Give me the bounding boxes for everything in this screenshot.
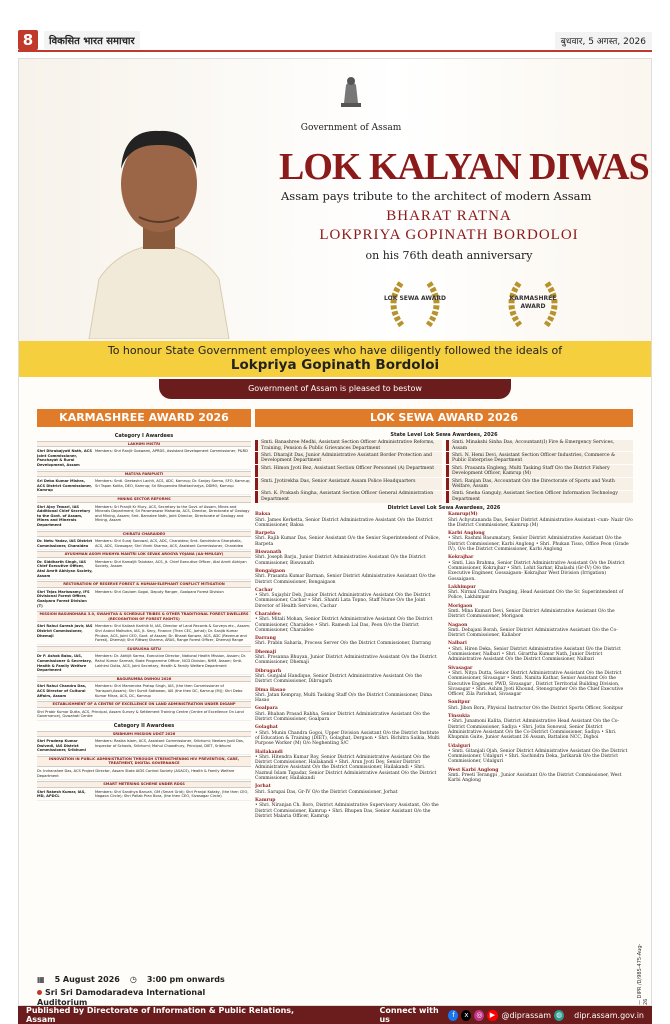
district-group xyxy=(255,725,440,746)
district-awardee: Shri. Joseph Barju, Junior District Administrative Assistant O/o the District Commissioner, Biswanath xyxy=(255,555,426,566)
district-name: Lakhimpur xyxy=(448,584,476,590)
publisher: Published by Directorate of Information & Public Relations, Assam xyxy=(26,1006,295,1024)
globe-icon: ◍ xyxy=(556,1010,563,1019)
district-name: Morigaon xyxy=(448,603,473,609)
awardee-row xyxy=(37,504,251,530)
district-name: Nalbari xyxy=(448,641,467,647)
category-heading: Category I Awardees xyxy=(114,433,174,439)
team-leader: Dr. Siddharth Singh, IAS Chief Executive Officer, Atal Amrit Abhiyan Society, Assam xyxy=(37,559,93,578)
awardee-row xyxy=(37,623,251,644)
district-name: Charaideo xyxy=(255,612,281,617)
district-awardee: Shri. Rajib Kumar Das, Senior Assistant O/o the Senior Superintendent of Police, Barpeta xyxy=(255,536,440,547)
state-level-heading: State Level Lok Sewa Awardees, 2026 xyxy=(390,432,498,438)
award-section-title: SMART METERING SCHEME UNDER RDSS xyxy=(37,781,251,788)
team-leader: Sri Debo Kumar Mishra, ACS District Commissioner, Kamrup xyxy=(37,479,92,493)
loksewa-list xyxy=(255,431,633,1003)
district-group xyxy=(448,585,633,601)
award-section-title: CHIRATU CHARAIDEO xyxy=(37,531,251,538)
district-awardees xyxy=(255,512,633,822)
team-members: Members: Shri Gautam Gogoi, Deputy Ranger, Goalpara Forest Division xyxy=(95,589,224,594)
district-name: Bongaigaon xyxy=(255,568,286,574)
event-date: 5 August 2026 xyxy=(54,975,120,984)
emblem-icon xyxy=(338,73,364,113)
district-group xyxy=(448,604,633,620)
facebook-icon[interactable]: f xyxy=(448,1010,458,1021)
district-group xyxy=(255,688,440,704)
awardee-row xyxy=(37,538,251,550)
category-two-list xyxy=(37,731,251,802)
state-awardee: Shri. Ranjan Das, Accountant O/o the Directorate of Sports and Youth Welfare, Assam xyxy=(446,478,633,490)
district-group xyxy=(255,512,440,528)
state-awardee: Smti. Banashree Medhi, Assistant Section Officer Administrative Reforms, Training, Pension & Public Grievances Department xyxy=(255,440,442,452)
state-awardee: Smti. Minakshi Sinha Das, Accountant(I) Fire & Emergency Services, Assam xyxy=(446,440,633,452)
district-level-heading: District Level Lok Sewa Awardees, 2026 xyxy=(387,504,501,511)
laurel-icon xyxy=(381,275,449,335)
district-group xyxy=(255,706,440,722)
district-group xyxy=(448,531,633,552)
district-awardee: Shri. Prabin Saharia, Process Server O/o the District Commissioner, Darrang xyxy=(255,641,431,647)
district-group xyxy=(448,623,633,639)
district-name: Biswanath xyxy=(255,550,282,556)
district-awardee: Shri. Jatan Kempray, Multi Tasking Staff O/o the District Commissioner, Dima Hasao xyxy=(255,692,432,704)
honour-text: To honour State Government employees who have diligently followed the ideals of xyxy=(107,344,563,357)
district-name: Udalguri xyxy=(448,743,471,749)
district-group xyxy=(255,650,440,666)
team-leader: Shri Ajoy Tewari, IAS Additional Chief Secretary to the Govt. of Assam, Mines and Minerals Department xyxy=(37,504,91,527)
event-venue xyxy=(37,988,251,1006)
awardee-row xyxy=(37,738,251,755)
state-awardee: Shri. K. Prakash Singha, Assistant Section Officer General Administration Department xyxy=(255,491,442,503)
website-link[interactable]: dipr.assam.gov.in xyxy=(574,1010,644,1020)
district-name: Sonitpur xyxy=(448,700,471,706)
district-group xyxy=(255,550,440,566)
awardee-row xyxy=(37,559,251,580)
district-group xyxy=(255,798,440,819)
team-leader: Shri Rakesh Kumar, IAS, MD, APDCL xyxy=(37,789,86,799)
district-group xyxy=(448,555,633,581)
awardee-row xyxy=(37,478,251,495)
district-awardee: • Shri. Sujaybir Deb, Junior District Administrative Assistant O/o the District Commissioner, Cachar • Shri. Shanti Lata Topno, Staff Nurse O/o the Joint Director of Health Services, Cachar xyxy=(255,593,431,609)
district-awardee: Shri. Gunjalal Handique, Senior District Administrative Assistant O/o the District Commissioner, Dibrugarh xyxy=(255,673,422,685)
district-group xyxy=(255,588,440,609)
loksewa-header: LOK SEWA AWARD 2026 xyxy=(255,409,633,427)
team-members: Members: Smti. Geetashri Lachit, ACS, ADC, Kamrup; Dr. Sanjay Sarma, SFO, Kamrup; Sri Tapan Kalita, DEO, Kamrup; Sri Bhupendra Bhattacharjya, DDMO, Kamrup xyxy=(95,479,251,488)
state-awardees xyxy=(255,440,633,504)
awardee-row xyxy=(37,789,251,801)
district-group xyxy=(255,531,440,547)
district-name: Jorhat xyxy=(255,784,271,790)
district-group xyxy=(255,569,440,585)
district-awardee: • Smti. Gitanjali Ojah, Senior District Administrative Assistant O/o the District Commissioner, Udalguri • Shri. Sachindra Deka, Jarikarak O/o the District Commissioner, Udalguri xyxy=(448,748,628,765)
release-code: — DIPR /D/985-475-Aug-26 xyxy=(637,943,649,1005)
district-group xyxy=(255,669,440,685)
team-leader: Shri Pradeep Kumar Dwivedi, IAS District Commissioner, Sribhumi xyxy=(37,739,86,753)
honour-name: Lokpriya Gopinath Bordoloi xyxy=(230,357,440,373)
team-leader: Dr P. Ashok Babu, IAS, Commissioner & Secretary, Health & Family Welfare Department xyxy=(37,654,92,673)
tribute-line: Assam pays tribute to the architect of modern Assam xyxy=(281,189,592,203)
district-column-left xyxy=(255,512,440,822)
anniversary-line: on his 76th death anniversary xyxy=(365,249,533,262)
district-awardee: Smti. Preeti Terangpi , Junior Assistant O/o the District Commissioner, West Karbi Anglong xyxy=(448,773,622,784)
district-group xyxy=(448,700,633,711)
district-awardee: Shri. Sarupai Das, Gr-IV O/o the District Commissioner, Jorhat xyxy=(255,789,398,795)
state-awardee: Shri. Dharajit Das, Junior Administrative Assistant Border Protection and Development Department xyxy=(255,452,442,464)
award-section-title: SUSRUSHA SETU xyxy=(37,646,251,653)
state-awardee: Smti. Jyotirekha Das, Senior Assistant Assam Police Headquarters xyxy=(255,478,442,490)
district-group xyxy=(255,784,440,795)
honoree-title: BHARAT RATNA xyxy=(386,208,512,224)
district-group xyxy=(448,714,633,740)
district-group xyxy=(448,666,633,698)
district-name: Kokrajhar xyxy=(448,555,474,561)
award-section-title: MATSYA PARIPUSTI xyxy=(37,471,251,478)
district-awardee: Smti. Debajani Borah, Senior District Administrative Assistant O/o the Co- District Commissioner, Kaliabor xyxy=(448,627,618,639)
district-name: Dima Hasao xyxy=(255,687,286,693)
district-group xyxy=(448,641,633,662)
honoree-name: LOKPRIYA GOPINATH BORDOLOI xyxy=(319,227,579,243)
award-section-title: LAKHIMI MISTRI xyxy=(37,441,251,448)
award-label: LOK SEWA AWARD xyxy=(384,295,446,302)
government-label: Government of Assam xyxy=(300,123,402,133)
district-name: Tinsukia xyxy=(448,714,470,720)
social-handle[interactable]: @diprassam xyxy=(501,1010,552,1020)
category-one-list xyxy=(37,441,251,721)
awardee-row xyxy=(37,589,251,610)
bestow-ribbon: Government of Assam is pleased to bestow xyxy=(159,379,511,399)
district-name: Hailakandi xyxy=(255,749,283,755)
district-group xyxy=(448,512,633,528)
district-name: West Karbi Anglong xyxy=(448,767,499,773)
karmashree-list xyxy=(37,431,251,971)
award-section-title: ESTABLISHMENT OF A CENTRE OF EXCELLENCE ON LAND ADMINISTRATION UNDER DIGANP xyxy=(37,701,251,708)
district-name: Karbi Anglong xyxy=(448,531,485,537)
calendar-icon: ▦ xyxy=(37,975,45,984)
portrait-illustration xyxy=(79,99,239,339)
team-members: Members: Shri Kailash Karthik N, IAS, Director of Land Records & Surveys etc., Assam; Shri Anand Malhotra, IAS, Jt. Secy, Finance (Then CEC, Jorhat); Dr. Sanjib Kumar Phukon, ACS, Joint CEO, Govt. of Assam; Dr. Bharat Konwar, ACS, ADC (Revenue and Forest), Dhemaji; Shri Rittwej Sharma, ARAS, Range Forest Officer, Dhemaji Range xyxy=(95,624,251,643)
lok-sewa-award-badge xyxy=(381,275,449,335)
instagram-icon[interactable]: ◎ xyxy=(476,1010,483,1019)
district-awardee: • Shri. Hitendra Kumar Roy, Senior District Administrative Assistant O/o the District Commissioner, Hailakandi • Shri. Arun Jyoti Dey, Senior District Administrative Assistant O/o the District Commissioner, Hailakandi • Shri. Nazmul Islam Tapadar, Senior District Administrative Assistant O/o the District Commissioner, Hailakandi xyxy=(255,754,437,782)
venue-name: Sri Sri Damodaradeva International Auditorium xyxy=(37,988,206,1006)
category-heading: Category II Awardees xyxy=(113,722,175,729)
event-when xyxy=(37,975,251,984)
district-group xyxy=(448,768,633,784)
footer-bar xyxy=(18,1006,652,1024)
state-awardee: Smti. Sneha Ganguly, Assistant Section Officer Information Technology Department xyxy=(446,491,633,503)
x-icon[interactable]: x xyxy=(461,1010,471,1021)
awardee-row xyxy=(37,683,251,700)
awardee-row xyxy=(37,653,251,674)
district-awardee: Shri. Jibon Bora, Physical Instructor O/o the District Sports Officer, Sonitpur xyxy=(448,705,623,711)
award-section-title: INNOVATION IN PUBLIC ADMINISTRATION THROUGH STRENGTHENING HIV PREVENTION, CARE, TREATMENT, DIGITAL GOVERNANCE xyxy=(37,756,251,767)
state-awardee: Shri. Himon Jyoti Bez, Assistant Section Officer Personnel (A) Department xyxy=(255,465,442,477)
district-name: Baksa xyxy=(255,512,271,518)
awardee-row: Dr. Indranshee Das, ACS Project Director, Assam State AIDS Control Society (ASACS), Health & Family Welfare Department xyxy=(37,768,251,780)
masthead xyxy=(18,30,652,52)
award-section-title: MINING SECTOR REFORMS xyxy=(37,496,251,503)
district-awardee: Shri. Bhaban Prasad Rabha, Senior District Administrative Assistant O/o the District Commissioner, Goalpara xyxy=(255,711,430,723)
district-awardee: Shri. Prosanna Bhuyan, Junior District Administrative Assistant O/o the District Commissioner, Dhemaji xyxy=(255,655,437,666)
issue-date: बुधवार, 5 अगस्त, 2026 xyxy=(555,32,652,49)
advertisement xyxy=(18,58,652,1006)
district-column-right xyxy=(448,512,633,822)
district-awardee: • Shri. Rashmi Basumatary, Senior District Administrative Assistant O/o the District Commissioner, Karbi Anglong • Shri. Phukan Tisso, Office Peon (Grade IV), O/o the District Commissioner, Karbi Anglong xyxy=(448,536,629,553)
awardee-row: Shri Prabir Kumar Dutta, ACS, Principal, Assam Survey & Settlement Training Centre (Centre of Excellence On Land Governance), Guwahati Centre xyxy=(37,709,251,721)
district-name: Goalpara xyxy=(255,706,278,712)
awardee-row xyxy=(37,448,251,469)
district-group xyxy=(448,744,633,765)
award-section-title: BAGURUMBA DWHOU 2026 xyxy=(37,676,251,683)
district-awardee: • Shri. Niranjan Ch. Boro, District Administrative Supervisory Assistant, O/o the District Commissioner, Kamrup • Shri. Bhupen Das, Senior Assistant O/o the District Malaria Officer, Kamrup xyxy=(255,803,439,819)
district-awardee: Smti. Mina Kumari Devi, Senior District Administrative Assistant O/o the District Commissioner, Morigaon xyxy=(448,609,615,620)
district-awardee: • Shri. Mitali Mohan, Senior District Administrative Assistant O/o the District Commissioner, Charaideo • Shri. Ramesh Lal Das, Peon O/o the District Commissioner, Charaideo xyxy=(255,617,433,633)
team-members: Members: Shri Suraj Sonowal, ACS, ADC, Charaideo; Smt. Sandrishna Gharphalia, ACS, ADC, Sivasagar; Shri Vivek Sharma, ACS, Assistant Commissioner, Charaideo xyxy=(95,539,244,548)
karmashree-award-badge xyxy=(499,275,567,335)
honour-banner xyxy=(19,341,651,377)
district-group xyxy=(255,612,440,633)
district-name: Dhemaji xyxy=(255,649,277,655)
award-section-title: AYUSHMAN ASOM MUKHYA MANTRI LOK SEVAK AROGYA YOJANA (AA-MMLSAY) xyxy=(37,551,251,558)
district-awardee: • Shri. Munin Chandra Gogoi, Upper Division Assistant O/o the District Institute of Education & Training (DIET), Golaghat, Dergaon • Shri. Bichitra Saikia, Multi Purpose Worker (M) O/o Neghenting S/C xyxy=(255,730,440,747)
newspaper-name: विकसित भारत समाचार xyxy=(44,31,140,49)
event-time: 3:00 pm onwards xyxy=(146,975,225,984)
district-awardee: Shri. James Kerketta, Senior District Administrative Assistant O/o the District Commissioner, Baksa xyxy=(255,517,433,528)
page-number: 8 xyxy=(18,30,38,50)
team-leader: Shri Rahul Chandra Das, ACS Director of Cultural Affairs, Assam xyxy=(37,684,87,698)
hero-banner xyxy=(19,59,651,341)
state-awardee: Shri. N. Hemi Devi, Assistant Section Officer Industries, Commerce & Public Enterprise Department xyxy=(446,452,633,464)
district-name: Golaghat xyxy=(255,725,278,731)
district-group xyxy=(255,750,440,782)
district-group xyxy=(255,636,440,647)
award-section-title: MISSION BASUNDHARA 3.0, SWAHITVA & SCHEDULE TRIBES & OTHER TRADITIONAL FOREST DWELLERS (RECOGNITION OF FOREST RIGHTS) xyxy=(37,611,251,622)
district-awardee: • Smti. Lisa Brahma, Senior District Administrative Assistant O/o the District Commissioner, Kokrajhar • Shri. Lohit Sarkar, Khalashi (Gr-IV) O/o the Executive Engineer, Gossaigaon- Kokrajhar West Division (Irrigation) Gossaigaon. xyxy=(448,560,625,582)
district-awardee: • Shri. Hiren Deka, Senior District Administrative Assistant O/o the District Commissioner, Nalbari • Shri. Girartha Kumar Nath, Junior District Administrative Assistant O/o the District Commissioner, Nalbari xyxy=(448,646,621,663)
team-members: Members: Dr. Abhijit Sarma, Executive Director, National Health Mission, Assam; Dr. Rahul Kumar Sarmah, State Programme Officer, NCD Division, NHM, Assam; Smti. Lakhimi Dutta, ACS, Joint Secretary, Health & Family Welfare Department xyxy=(95,654,246,668)
district-name: Nagaon xyxy=(448,622,468,628)
district-awardee: • Shri. Nitya Dutta, Senior District Administrative Assistant O/o the District Commissioner, Sivasagar • Smti. Namita Kathar, Senior Assistant O/o the Executive Engineer, PWD, Sivasagar , District Territorial Building Division, Sivasagar • Shri. Ashim Jyoti Khound, Stenographer O/o the Chief Executive Officer, Zila Parishad, Sivasagar xyxy=(448,670,624,698)
district-awardee: Shri. Prasanta Kumar Barman, Senior District Administrative Assistant O/o the District Commissioner, Bongaigaon xyxy=(255,574,436,585)
connect-label: Connect with us xyxy=(379,1006,439,1024)
award-section-title: RESTORATION OF RESERVE FOREST & HUMAN-ELEPHANT CONFLICT MITIGATION xyxy=(37,581,251,588)
team-leader: Shri Tejas Mariswamy, IFS Divisional Forest Officer, Goalpara Forest Division (T) xyxy=(37,589,90,608)
team-members: Members: Sri Pranjit Kr Mury, ACS, Secretary to the Govt. of Assam, Mines and Minerals Department; Sri Parameswar Mahanta, ACS, Director, Directorate of Geology and Mining, Assam; Smt. Barnalee Nath, Joint Director, Directorate of Geology and Mining, Assam xyxy=(95,504,250,523)
team-members: Members: Rasika Islam, ACS, Assistant Commissioner, Sribhumi; Neelam Jyoti Das, Inspector of Schools, Sribhumi; Mahul Chowdhury, Principal, DIET, Sribhumi xyxy=(95,739,244,748)
district-name: Darrang xyxy=(255,636,276,642)
district-awardee: Shri. Nirmal Chandra Panging, Head Assistant O/o the Sr. Superintendent of Police, Lakhimpur xyxy=(448,590,624,601)
team-leader: Shri Rahul Suresh Javir, IAS District Commissioner, Dhemaji xyxy=(37,624,93,638)
district-awardee: Shri Achyutananda Das, Senior District Administrative Assistant -cum- Nazir O/o the District Commissioner, Kamrup (M) xyxy=(448,517,633,528)
district-name: Kamrup xyxy=(255,797,276,803)
district-name: Kamrup(M) xyxy=(448,512,478,518)
team-leader: Shri Dhrubajyoti Nath, ACS Joint Commissioner, Panchayat & Rural Development, Assam xyxy=(37,449,92,467)
event-details xyxy=(37,975,251,1006)
district-name: Sivasagar xyxy=(448,665,473,671)
karmashree-header: KARMASHREE AWARD 2026 xyxy=(37,409,251,427)
team-members: Members: Shri Sandhya Baruah, GM (Smart Grid); Shri Pranjal Kataky, (the then CEO, Nagaon Circle); Shri Pallab Pran Bora, (the then CEO, Sivasagar Circle) xyxy=(95,789,249,799)
state-awardee: Shri. Prasanta Engleng, Multi Tasking Staff O/o the District Fishery Development Officer, Kamrup (M) xyxy=(446,465,633,477)
team-members: Members: Shri Ranjit Goswami, APRDS, Assistant Development Commissioner, P&RD xyxy=(95,449,248,454)
honoree xyxy=(281,207,617,245)
team-members: Members: Shri Kamaljit Talukdar, ACS, Jt. Chief Executive Officer, Atal Amrit Abhiyan Society, Assam xyxy=(95,559,247,569)
district-name: Cachar xyxy=(255,587,273,593)
award-label: KARMASHREE AWARD xyxy=(509,295,557,310)
team-members: Members: Shri Mamendra Pratap Singh, IAS, (the then Commissioner of Transport,Assam); Shri Sumit Sattawan, IAS (the then DC, Kamrup (M)); Shri Debo Kumar Misra, ACS, DC, Kamrup xyxy=(95,684,243,698)
youtube-icon[interactable]: ▶ xyxy=(487,1010,497,1021)
headline: LOK KALYAN DIWAS xyxy=(279,146,649,188)
team-leader: Dr. Netu Yadav, IAS District Commissioner, Charaideo xyxy=(37,539,93,548)
clock-icon: ◷ xyxy=(129,975,137,984)
district-name: Dibrugarh xyxy=(255,668,282,674)
award-section-title: SRIBHUMI MISSION UDGT 2026 xyxy=(37,731,251,738)
district-name: Barpeta xyxy=(255,531,276,537)
location-pin-icon xyxy=(37,990,42,995)
district-awardee: • Shri. Junamoni Kalita, District Administrative Head Assistant O/o the Co-District Commissioner, Sadiya • Shri. Jotin Sonowal, Senior District Administrative Assistant O/o the Co-District Commissioner, Sadiya • Shri. Khupmin Guite, Junior Assistant 26 Assam, Battalion NCC, Digboi xyxy=(448,719,619,741)
